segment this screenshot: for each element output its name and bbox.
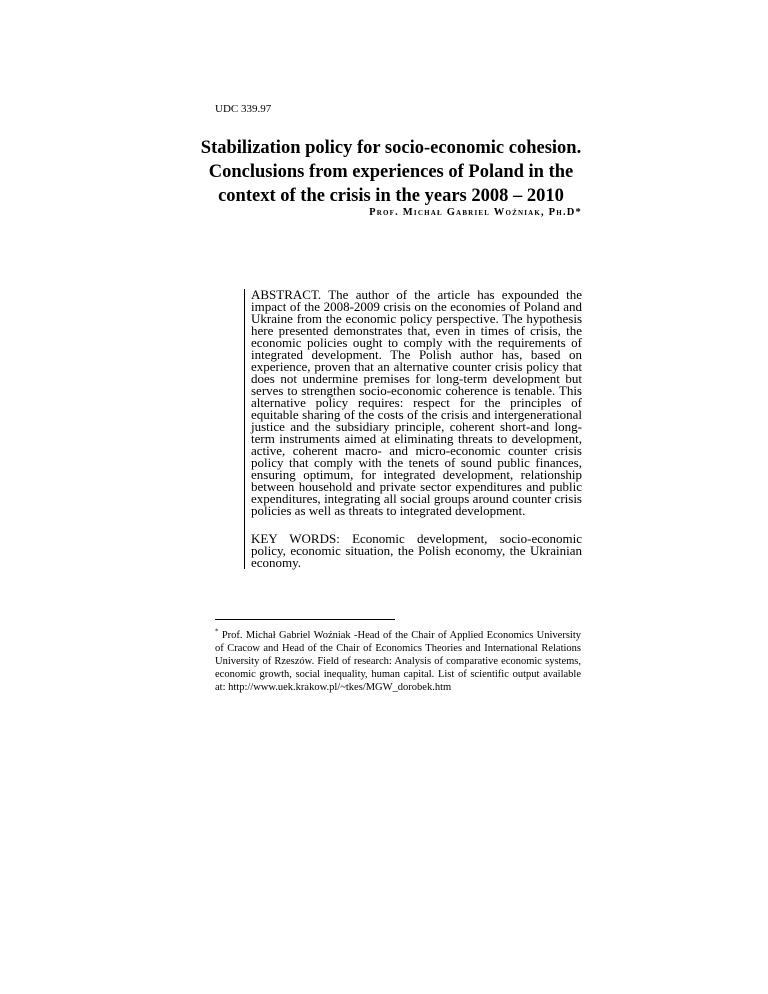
- footnote-text: Prof. Michał Gabriel Woźniak -Head of the Chair of Applied Economics University of Cracow and Head of the Chair of Economics Theories and International Relations University of Rzeszów. Field of research: Analysis of comparative economic systems, economic growth, social inequality, human capital. List of scientific output available at: http://www.uek.krakow.pl/~tkes/MGW_dorobek.htm: [215, 630, 581, 693]
- author-line: Prof. Michał Gabriel Woźniak, Ph.D*: [369, 207, 582, 218]
- keywords-text: KEY WORDS: Economic development, socio-economic policy, economic situation, the Polish economy, the Ukrainian economy.: [251, 531, 582, 570]
- author-footnote: [215, 629, 581, 694]
- article-title: Stabilization policy for socio-economic cohesion. Conclusions from experiences of Poland in the context of the crisis in the years 2008 – 2010: [200, 138, 582, 206]
- udc-code: UDC 339.97: [215, 103, 272, 115]
- footnote-marker: *: [215, 627, 219, 636]
- footnote-divider: [215, 619, 395, 620]
- abstract-text: ABSTRACT. The author of the article has expounded the impact of the 2008-2009 crisis on the economies of Poland and Ukraine from the economic policy perspective. The hypothesis here presented demonstrates that, even in times of crisis, the economic policies ought to comply with the requirements of integrated development. The Polish author has, based on experience, proven that an alternative counter crisis policy that does not undermine premises for long-term development but serves to strengthen socio-economic coherence is tenable. This alternative policy requires: respect for the principles of equitable sharing of the costs of the crisis and intergenerational justice and the subsidiary principle, coherent short-and long-term instruments aimed at eliminating threats to development, active, coherent macro- and micro-economic counter crisis policy that comply with the tenets of sound public finances, ensuring optimum, for integrated development, relationship between household and private sector expenditures and public expenditures, integrating all social groups around counter crisis policies as well as threats to integrated development.: [251, 287, 582, 518]
- abstract-block: [244, 289, 582, 569]
